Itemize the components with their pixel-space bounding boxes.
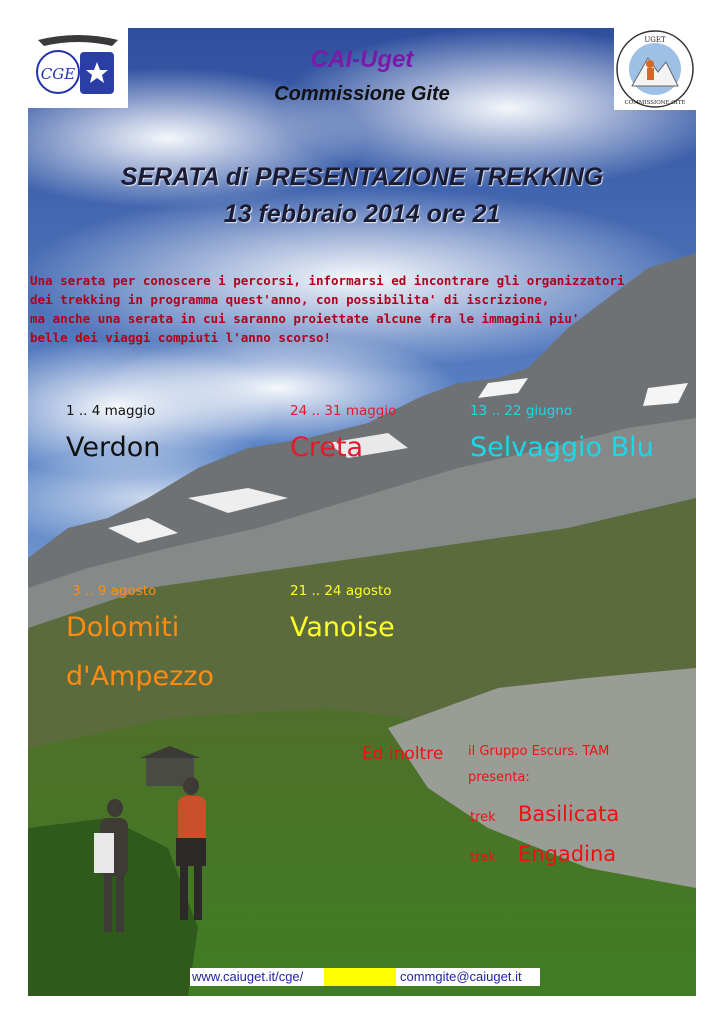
- footer-bar: [190, 968, 540, 986]
- extra-trek-basilicata: Basilicata: [518, 802, 620, 826]
- trek-dates-dolomiti: 3 .. 9 agosto: [72, 583, 157, 599]
- svg-text:UGET: UGET: [644, 36, 666, 44]
- intro-text: [30, 271, 625, 347]
- email-link[interactable]: commgite@caiuget.it: [400, 969, 522, 984]
- trek-name-vanoise: Vanoise: [290, 612, 395, 643]
- intro-line: Una serata per conoscere i percorsi, informarsi ed incontrare gli organizzatori: [30, 273, 625, 288]
- trek-dates-vanoise: 21 .. 24 agosto: [290, 583, 392, 599]
- highlight-block: [324, 968, 396, 986]
- extra-line2: presenta:: [468, 770, 530, 785]
- website-link[interactable]: www.caiuget.it/cge/: [192, 969, 304, 984]
- extra-trek-word-2: trek: [470, 850, 496, 865]
- trek-name-verdon: Verdon: [66, 432, 161, 463]
- trek-name-selvaggio-blu: Selvaggio Blu: [470, 432, 654, 463]
- intro-line: belle dei viaggi compiuti l'anno scorso!: [30, 330, 332, 345]
- poster: [28, 28, 696, 996]
- event-date: 13 febbraio 2014 ore 21: [223, 200, 501, 228]
- event-title: SERATA di PRESENTAZIONE TREKKING: [120, 163, 604, 191]
- extra-line1: il Gruppo Escurs. TAM: [468, 744, 610, 759]
- trek-name-dolomiti-line1: Dolomiti: [66, 612, 180, 643]
- trek-dates-verdon: 1 .. 4 maggio: [66, 403, 156, 419]
- extra-trek-engadina: Engadina: [518, 842, 617, 866]
- extra-trek-word-1: trek: [470, 810, 496, 825]
- org-title: CAI-Uget: [310, 46, 414, 73]
- intro-line: ma anche una serata in cui saranno proiettate alcune fra le immagini piu': [30, 311, 580, 326]
- trek-dates-selvaggio-blu: 13 .. 22 giugno: [470, 403, 573, 419]
- extra-lead: Ed inoltre: [362, 744, 444, 764]
- svg-text:CGE: CGE: [40, 65, 76, 83]
- trek-dates-creta: 24 .. 31 maggio: [290, 403, 397, 419]
- intro-line: dei trekking in programma quest'anno, con possibilita' di iscrizione,: [30, 292, 550, 307]
- trek-name-creta: Creta: [290, 432, 364, 463]
- svg-text:COMMISSIONE GITE: COMMISSIONE GITE: [624, 100, 686, 106]
- trek-name-dolomiti-line2: d'Ampezzo: [66, 661, 214, 692]
- org-subtitle: Commissione Gite: [274, 83, 450, 105]
